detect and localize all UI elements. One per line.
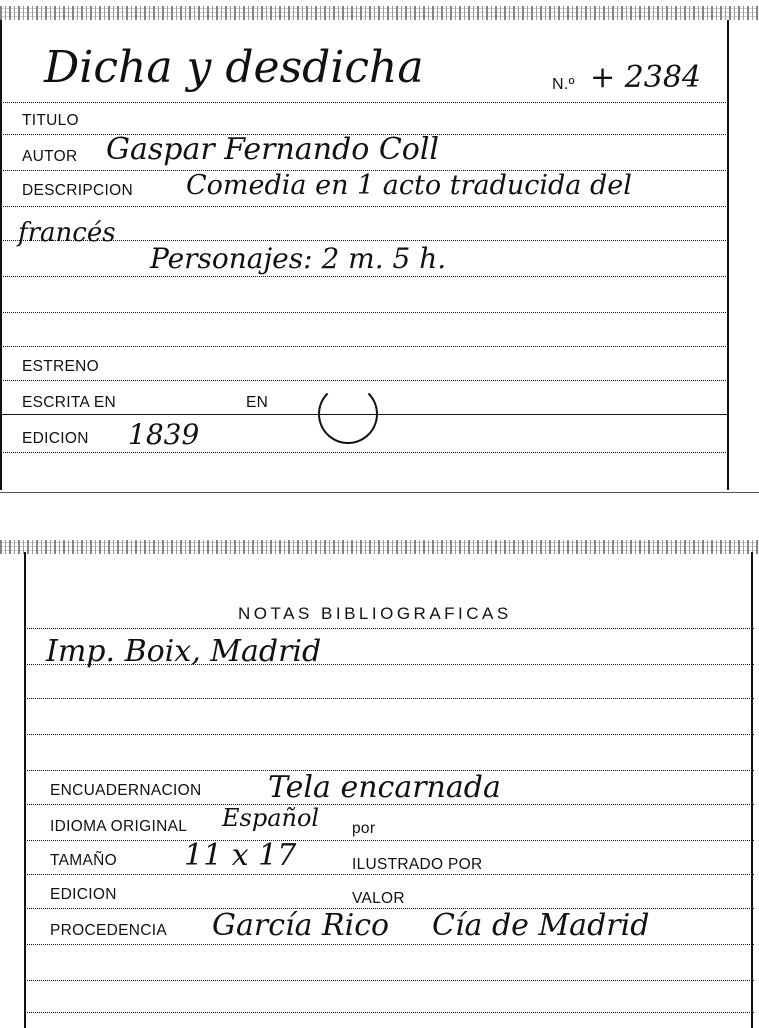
ilustrado-por-label: ILUSTRADO POR bbox=[352, 856, 483, 873]
tamano-value: 11 x 17 bbox=[184, 838, 297, 873]
valor-label: VALOR bbox=[352, 890, 405, 907]
title-value: Dicha y desdicha bbox=[44, 42, 424, 93]
estreno-label: ESTRENO bbox=[22, 358, 100, 375]
rule bbox=[24, 874, 754, 875]
rule bbox=[24, 734, 754, 735]
rule bbox=[24, 664, 754, 665]
rule bbox=[0, 240, 728, 241]
autor-value: Gaspar Fernando Coll bbox=[106, 132, 440, 167]
descripcion-value: Comedia en 1 acto traducida del bbox=[186, 170, 632, 201]
encuadernacion-value: Tela encarnada bbox=[268, 770, 501, 805]
rule bbox=[0, 102, 728, 103]
idioma-original-value: Español bbox=[222, 804, 320, 832]
rule bbox=[24, 804, 754, 805]
card-right-border bbox=[751, 552, 753, 1028]
scan-edge bbox=[0, 540, 759, 554]
rule bbox=[0, 312, 728, 313]
en-label: EN bbox=[246, 394, 269, 411]
rule bbox=[24, 980, 754, 981]
rule bbox=[0, 346, 728, 347]
card-bottom-edge bbox=[0, 492, 759, 493]
idioma-original-label: IDIOMA ORIGINAL bbox=[50, 818, 188, 835]
scan-edge bbox=[0, 6, 759, 20]
tamano-label: TAMAÑO bbox=[50, 852, 117, 869]
rule bbox=[0, 276, 728, 277]
rule bbox=[24, 840, 754, 841]
notas-heading: NOTAS BIBLIOGRAFICAS bbox=[238, 604, 512, 623]
catalog-card-front bbox=[0, 14, 759, 494]
card-left-border bbox=[0, 20, 2, 490]
escrita-en-label: ESCRITA EN bbox=[22, 394, 117, 411]
card-left-border bbox=[24, 552, 26, 1028]
catalog-card-back bbox=[0, 546, 759, 1028]
edicion-value: 1839 bbox=[128, 418, 200, 451]
rule bbox=[0, 380, 728, 381]
rule bbox=[24, 628, 754, 629]
rule bbox=[24, 944, 754, 945]
procedencia-value-cont: Cía de Madrid bbox=[432, 908, 650, 943]
hole-punch-mark bbox=[318, 384, 378, 444]
rule bbox=[24, 698, 754, 699]
titulo-label: TITULO bbox=[22, 112, 79, 129]
descripcion-label: DESCRIPCION bbox=[22, 182, 133, 199]
notes-value: Imp. Boix, Madrid bbox=[46, 634, 322, 669]
number-value: + 2384 bbox=[590, 60, 702, 95]
personajes-value: Personajes: 2 m. 5 h. bbox=[150, 242, 447, 275]
rule bbox=[0, 206, 728, 207]
edicion-label: EDICION bbox=[50, 886, 117, 903]
number-label: N.º bbox=[552, 76, 575, 93]
encuadernacion-label: ENCUADERNACION bbox=[50, 782, 202, 799]
procedencia-value: García Rico bbox=[212, 908, 390, 943]
descripcion-value-cont: francés bbox=[18, 218, 116, 248]
edicion-label: EDICION bbox=[22, 430, 89, 447]
rule bbox=[0, 452, 728, 453]
procedencia-label: PROCEDENCIA bbox=[50, 922, 167, 939]
por-label: por bbox=[352, 820, 376, 837]
autor-label: AUTOR bbox=[22, 148, 78, 165]
card-right-border bbox=[727, 20, 729, 490]
rule bbox=[24, 1012, 754, 1013]
